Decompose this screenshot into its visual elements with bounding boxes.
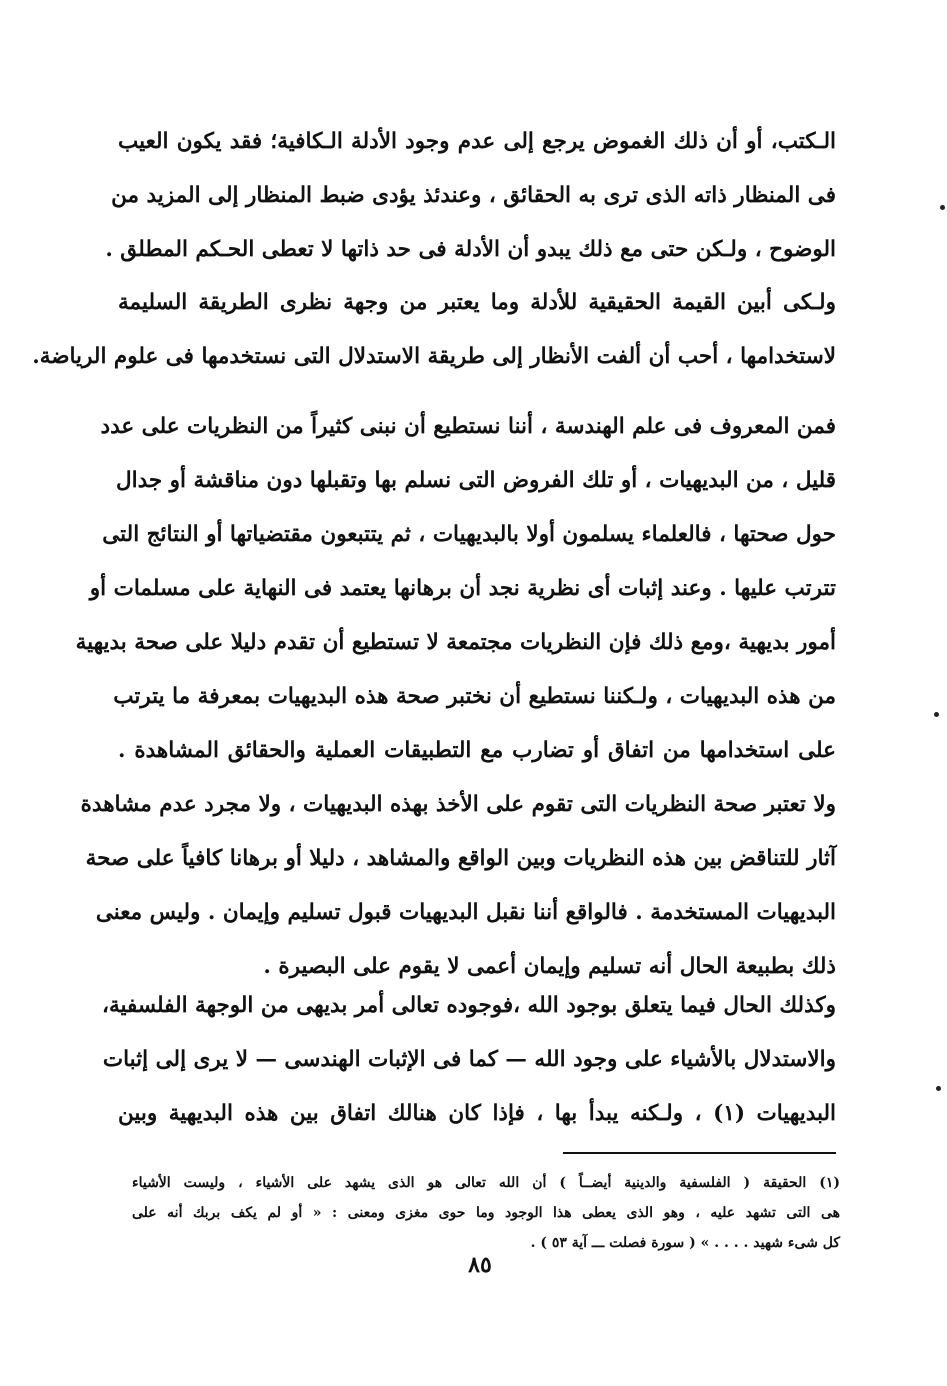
text-line: الـكتب، أو أن ذلك الغموض يرجع إلى عدم وجود الأدلة الـكافية؛ فقد يكون العيب: [118, 129, 836, 154]
scan-speck: [936, 1086, 941, 1091]
text-line: تترتب عليها . وعند إثبات أى نظرية نجد أن برهانها يعتمد فى النهاية على مسلمات أو: [89, 576, 836, 601]
text-line: قليل ، من البديهيات ، أو تلك الفروض التى نسلم بها وتقبلها دون مناقشة أو جدال: [116, 468, 836, 493]
text-line: ولـكى أبين القيمة الحقيقية للأدلة وما يعتبر من وجهة نظرى الطريقة السليمة: [118, 290, 836, 315]
scan-speck: [934, 712, 939, 717]
text-line: ولا تعتبر صحة النظريات التى تقوم على الأخذ بهذه البديهيات ، ولا مجرد عدم مشاهدة: [80, 792, 836, 817]
text-line: حول صحتها ، فالعلماء يسلمون أولا بالبديهيات ، ثم يتتبعون مقتضياتها أو النتائج التى: [102, 522, 836, 547]
footnote-line: (١) الحقيقة ( الفلسفية والدينية أيضــاً ) أن الله تعالى هو الذى يشهد على الأشياء ، وليست الأشياء: [132, 1175, 840, 1191]
text-line: الوضوح ، ولـكن حتى مع ذلك يبدو أن الأدلة فى حد ذاتها لا تعطى الحـكم المطلق .: [105, 237, 836, 262]
footnote-separator: [563, 1152, 836, 1154]
scan-speck: [940, 205, 945, 210]
text-line: وكذلك الحال فيما يتعلق بوجود الله ،فوجوده تعالى أمر بديهى من الوجهة الفلسفية،: [102, 993, 836, 1018]
text-line: لاستخدامها ، أحب أن ألفت الأنظار إلى طريقة الاستدلال التى نستخدمها فى علوم الرياضة.: [32, 344, 836, 369]
text-line: آثار للتناقض بين هذه النظريات وبين الواقع والمشاهد ، دليلا أو برهانا كافياً على صحة: [85, 846, 836, 871]
footnote-line: كل شىء شهيد . . . . » ( سورة فصلت ـــ آية ٥٣ ) .: [530, 1235, 840, 1251]
text-line: فى المنظار ذاته الذى ترى به الحقائق ، وعندئذ يؤدى ضبط المنظار إلى المزيد من: [111, 183, 836, 208]
footnote: [132, 1172, 840, 1262]
text-line: أمور بديهية ،ومع ذلك فإن النظريات مجتمعة لا تستطيع أن تقدم دليلا على صحة بديهية: [75, 630, 836, 655]
text-line: والاستدلال بالأشياء على وجود الله — كما فى الإثبات الهندسى — لا يرى إلى إثبات: [102, 1047, 836, 1072]
text-line: البديهيات (١) ، ولـكنه يبدأ بها ، فإذا كان هنالك اتفاق بين هذه البديهية وبين: [118, 1101, 836, 1126]
paragraph-3: [75, 411, 836, 1005]
text-line: على استخدامها من اتفاق أو تضارب مع التطبيقات العملية والحقائق المشاهدة .: [118, 738, 836, 763]
paragraph-2: [32, 287, 836, 395]
page-number: ٨٥: [468, 1252, 492, 1278]
paragraph-1: [105, 126, 836, 288]
footnote-line: هى التى تشهد عليه ، وهو الذى يعطى هذا الوجود وما حوى مغزى ومعنى : « أو لم يكف بربك أنه على: [132, 1205, 840, 1221]
text-line: فمن المعروف فى علم الهندسة ، أننا نستطيع أن نبنى كثيراً من النظريات على عدد: [100, 414, 836, 439]
text-line: من هذه البديهيات ، ولـكننا نستطيع أن نختبر صحة هذه البديهيات بمعرفة ما يترتب: [113, 684, 836, 709]
text-line: ذلك بطبيعة الحال أنه تسليم وإيمان أعمى لا يقوم على البصيرة .: [263, 954, 836, 979]
paragraph-4: [102, 990, 836, 1152]
text-line: البديهيات المستخدمة . فالواقع أننا نقبل البديهيات قبول تسليم وإيمان . وليس معنى: [95, 900, 836, 925]
